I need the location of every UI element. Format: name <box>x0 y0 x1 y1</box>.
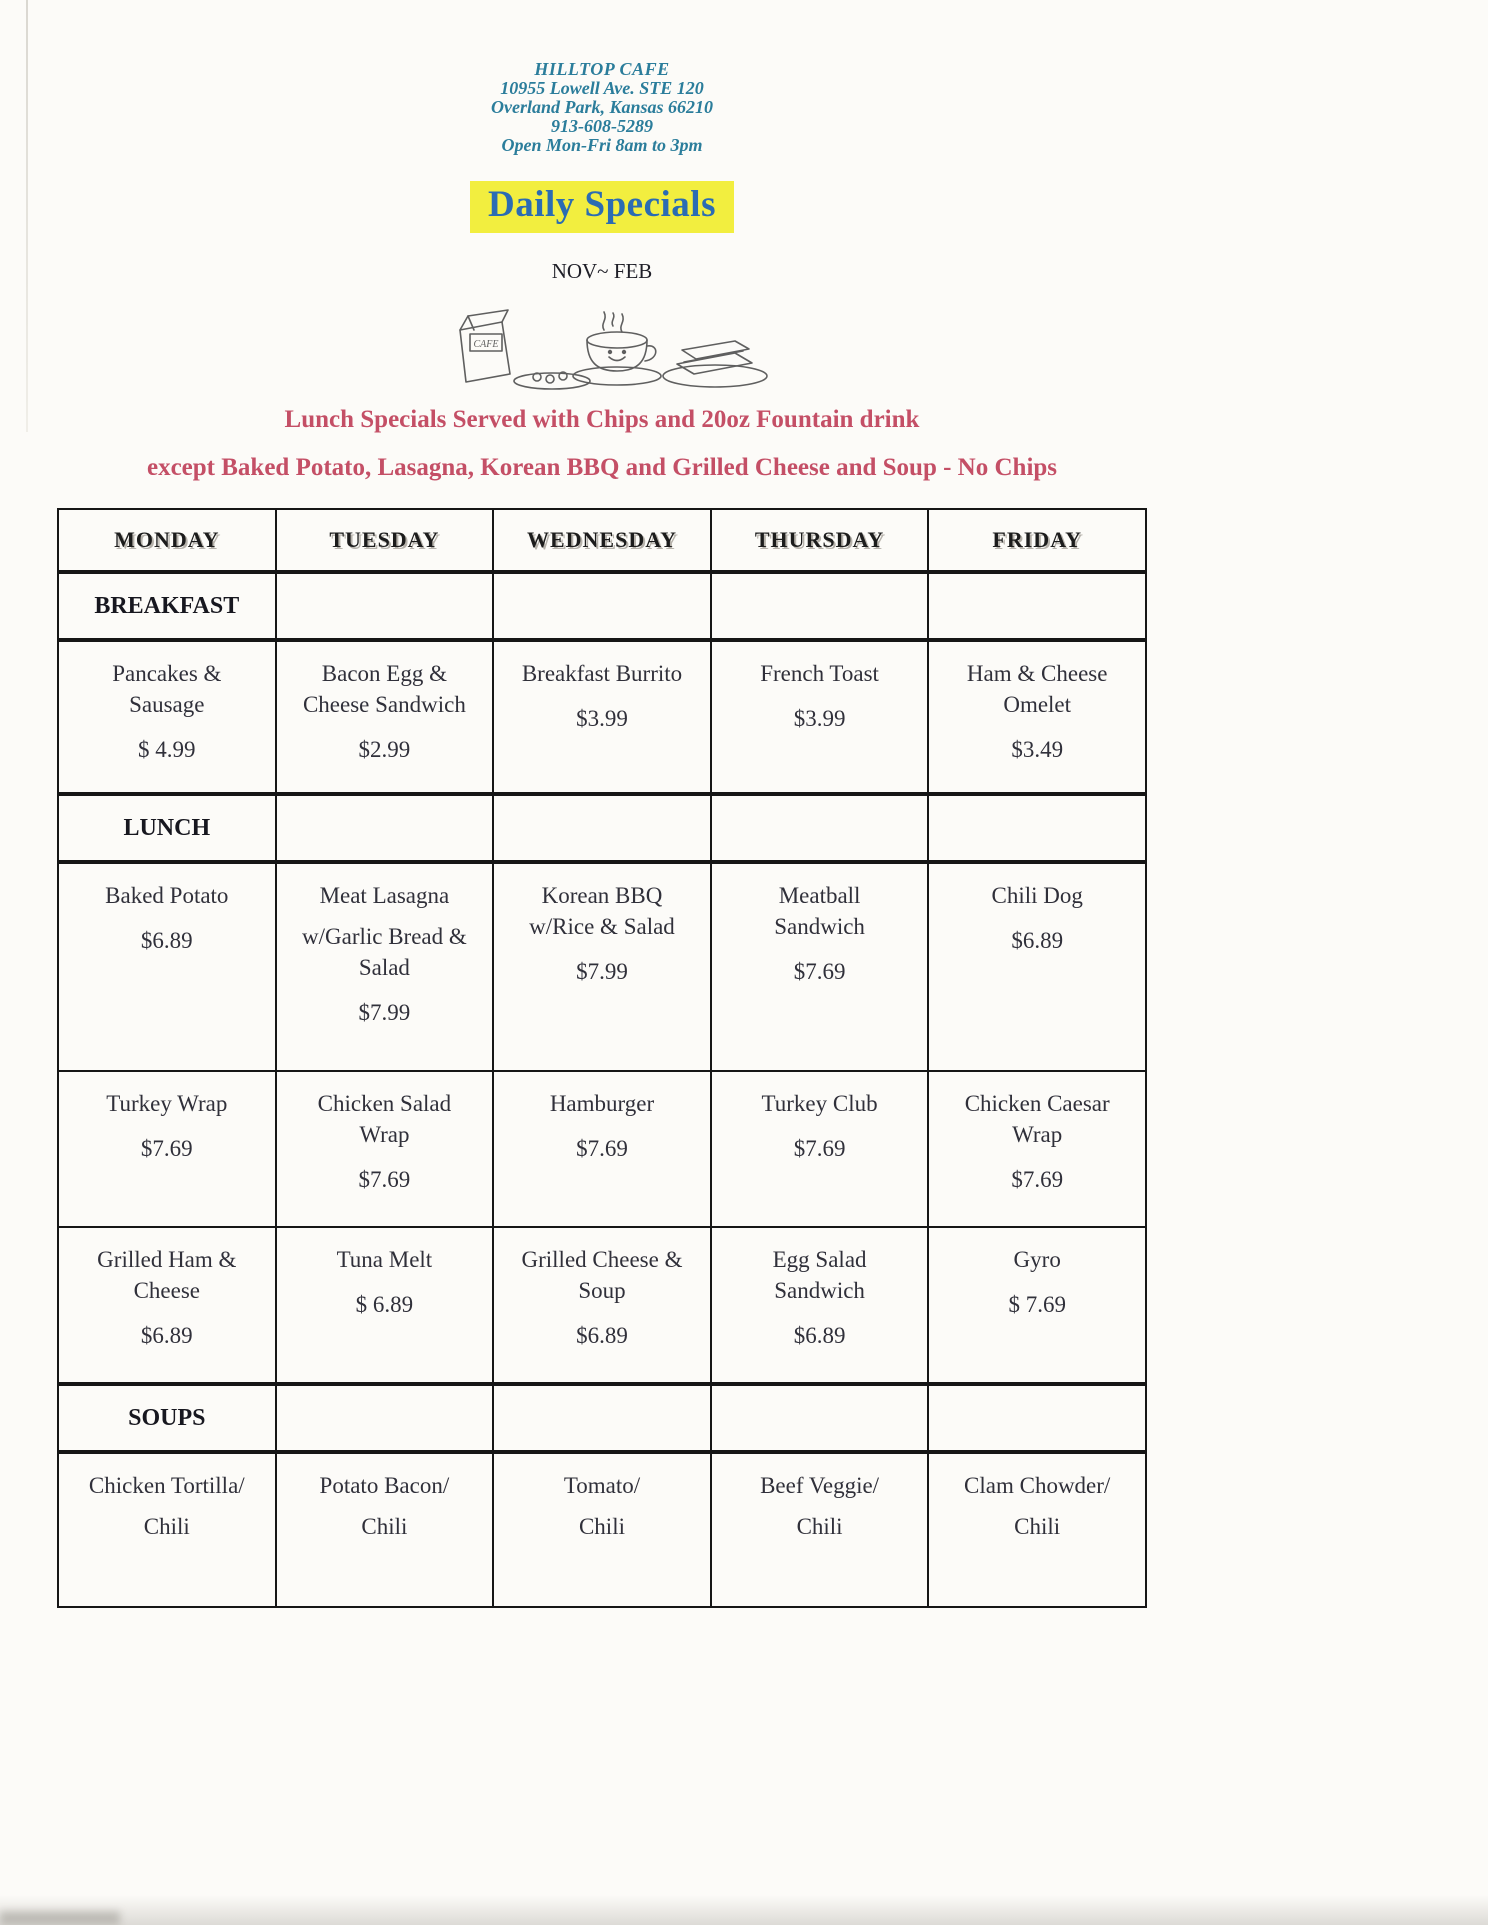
item-name-line: Tomato/ <box>563 1473 641 1498</box>
item-name-line: Potato Bacon/ <box>319 1473 450 1498</box>
menu-item-cell <box>276 1452 494 1607</box>
item-name-line: Meatball <box>778 883 861 908</box>
item-name-line: Wrap <box>1012 1122 1063 1147</box>
item-name-line: Omelet <box>1003 692 1072 717</box>
item-name-line: Turkey Wrap <box>106 1091 228 1116</box>
item-name-line: Cheese <box>133 1278 200 1303</box>
coffee-cup-icon <box>573 312 661 385</box>
item-price: $6.89 <box>1011 928 1064 953</box>
item-name-line: w/Rice & Salad <box>529 914 675 939</box>
menu-item-cell <box>711 1452 929 1607</box>
item-name-line: Chili Dog <box>991 883 1083 908</box>
item-name-line: Egg Salad <box>772 1247 867 1272</box>
item-name-line: Pancakes & <box>112 661 222 686</box>
day-header-friday: FRIDAY <box>928 509 1146 572</box>
item-name-line: Meat Lasagna <box>319 883 450 908</box>
cafe-header <box>57 60 1147 155</box>
item-name-line: Chicken Tortilla/ <box>88 1473 245 1498</box>
title-row <box>57 181 1147 233</box>
section-label-lunch: LUNCH <box>58 794 276 862</box>
bag-label: CAFE <box>473 339 499 350</box>
item-name-line: Beef Veggie/ <box>760 1473 880 1498</box>
section-label-breakfast: BREAKFAST <box>58 572 276 640</box>
empty-cell <box>711 1384 929 1452</box>
menu-item-cell <box>276 1071 494 1227</box>
item-name-line: Chili <box>796 1514 843 1539</box>
menu-item-cell <box>58 1452 276 1607</box>
section-label-soups: SOUPS <box>58 1384 276 1452</box>
cafe-phone: 913-608-5289 <box>551 116 653 136</box>
lunch-items-row-1 <box>58 862 1146 1071</box>
empty-cell <box>711 572 929 640</box>
empty-cell <box>493 1384 711 1452</box>
item-name-line: Turkey Club <box>761 1091 878 1116</box>
item-price: $7.99 <box>358 1000 411 1025</box>
menu-item-cell <box>493 1227 711 1384</box>
menu-item-cell <box>928 862 1146 1071</box>
item-price: $6.89 <box>576 1323 628 1348</box>
menu-item-cell <box>276 1227 494 1384</box>
item-price: $ 4.99 <box>138 737 196 762</box>
cafe-address-line1: 10955 Lowell Ave. STE 120 <box>500 78 704 98</box>
empty-cell <box>711 794 929 862</box>
item-name-line: Chili <box>578 1514 625 1539</box>
menu-item-cell <box>711 1227 929 1384</box>
menu-item-cell <box>711 640 929 794</box>
empty-cell <box>493 572 711 640</box>
day-header-tuesday: TUESDAY <box>276 509 494 572</box>
page-title: Daily Specials <box>470 181 734 233</box>
notice-line1: Lunch Specials Served with Chips and 20oz Fountain drink <box>284 406 920 433</box>
item-price: $6.89 <box>793 1323 846 1348</box>
menu-item-cell <box>928 1071 1146 1227</box>
menu-item-cell <box>276 862 494 1071</box>
cafe-name: HILLTOP CAFE <box>534 59 670 79</box>
item-name-line: Tuna Melt <box>336 1247 433 1272</box>
breakfast-items-row <box>58 640 1146 794</box>
empty-cell <box>928 572 1146 640</box>
item-name-line: Grilled Cheese & <box>521 1247 683 1272</box>
item-price: $7.69 <box>358 1167 411 1192</box>
item-name-line: Baked Potato <box>105 883 229 908</box>
menu-item-cell <box>711 862 929 1071</box>
day-header-wednesday: WEDNESDAY <box>493 509 711 572</box>
soups-items-row <box>58 1452 1146 1607</box>
item-name-line: French Toast <box>760 661 879 686</box>
empty-cell <box>928 1384 1146 1452</box>
lunch-items-row-2 <box>58 1071 1146 1227</box>
menu-item-cell <box>58 1071 276 1227</box>
item-price: $3.99 <box>576 706 628 731</box>
menu-item-cell <box>58 1227 276 1384</box>
item-price: $3.49 <box>1011 737 1064 762</box>
item-name-line: Cheese Sandwich <box>302 692 466 717</box>
item-name-line: Chicken Caesar <box>964 1091 1110 1116</box>
day-header-monday: MONDAY <box>58 509 276 572</box>
section-row-breakfast <box>58 572 1146 640</box>
item-name-line: Gyro <box>1013 1247 1061 1272</box>
item-name-line: Chili <box>1014 1514 1061 1539</box>
item-name-line: Breakfast Burrito <box>521 661 683 686</box>
sandwich-icon <box>663 341 767 387</box>
empty-cell <box>493 794 711 862</box>
menu-item-cell <box>928 1227 1146 1384</box>
menu-item-cell <box>711 1071 929 1227</box>
coffee-bag-icon <box>460 310 510 382</box>
item-name-line: Wrap <box>359 1122 410 1147</box>
item-name-line: Soup <box>578 1278 626 1303</box>
cafe-hours: Open Mon-Fri 8am to 3pm <box>501 135 703 155</box>
item-name-line: Sandwich <box>774 1278 865 1303</box>
cafe-clipart <box>432 300 772 392</box>
empty-cell <box>276 572 494 640</box>
menu-item-cell <box>58 862 276 1071</box>
item-name-line: Sausage <box>129 692 205 717</box>
menu-item-cell <box>58 640 276 794</box>
day-header-row <box>58 509 1146 572</box>
menu-content <box>57 60 1147 1608</box>
empty-cell <box>928 794 1146 862</box>
item-price: $7.99 <box>576 959 628 984</box>
item-price: $3.99 <box>793 706 846 731</box>
item-price: $7.69 <box>576 1136 628 1161</box>
section-row-lunch <box>58 794 1146 862</box>
scan-artifact-left-edge <box>26 0 28 432</box>
menu-item-cell <box>493 1071 711 1227</box>
item-price: $ 6.89 <box>355 1292 414 1317</box>
menu-item-cell <box>928 1452 1146 1607</box>
empty-cell <box>276 794 494 862</box>
item-name-line: Chili <box>143 1514 190 1539</box>
menu-table <box>57 508 1147 1608</box>
item-price: $6.89 <box>140 1323 193 1348</box>
item-name-line: Clam Chowder/ <box>964 1473 1111 1498</box>
lunch-items-row-3 <box>58 1227 1146 1384</box>
menu-item-cell <box>928 640 1146 794</box>
item-name-line: Sandwich <box>774 914 865 939</box>
item-name-line: Grilled Ham & <box>97 1247 237 1272</box>
item-price: $7.69 <box>793 959 846 984</box>
item-name-line: Bacon Egg & <box>321 661 447 686</box>
item-name-line: Hamburger <box>549 1091 655 1116</box>
item-price: $6.89 <box>140 928 193 953</box>
notice-line2: except Baked Potato, Lasagna, Korean BBQ and Grilled Cheese and Soup - No Chips <box>146 454 1058 481</box>
menu-item-cell <box>493 1452 711 1607</box>
season-label: NOV~ FEB <box>551 259 653 283</box>
item-price: $7.69 <box>1011 1167 1064 1192</box>
scan-artifact-corner <box>0 1911 120 1925</box>
item-price: $7.69 <box>140 1136 193 1161</box>
scan-artifact-bottom-edge <box>0 1895 1488 1925</box>
menu-item-cell <box>493 862 711 1071</box>
item-name-line: w/Garlic Bread & <box>302 924 467 949</box>
cafe-address-line2: Overland Park, Kansas 66210 <box>490 97 714 117</box>
menu-item-cell <box>276 640 494 794</box>
item-price: $ 7.69 <box>1008 1292 1066 1317</box>
section-row-soups <box>58 1384 1146 1452</box>
item-name-line: Salad <box>358 955 410 980</box>
item-name-line: Korean BBQ <box>541 883 663 908</box>
item-name-line: Ham & Cheese <box>966 661 1108 686</box>
item-price: $2.99 <box>358 737 411 762</box>
item-name-line: Chicken Salad <box>317 1091 452 1116</box>
item-name-line: Chili <box>361 1514 408 1539</box>
empty-cell <box>276 1384 494 1452</box>
item-price: $7.69 <box>793 1136 846 1161</box>
menu-item-cell <box>493 640 711 794</box>
day-header-thursday: THURSDAY <box>711 509 929 572</box>
